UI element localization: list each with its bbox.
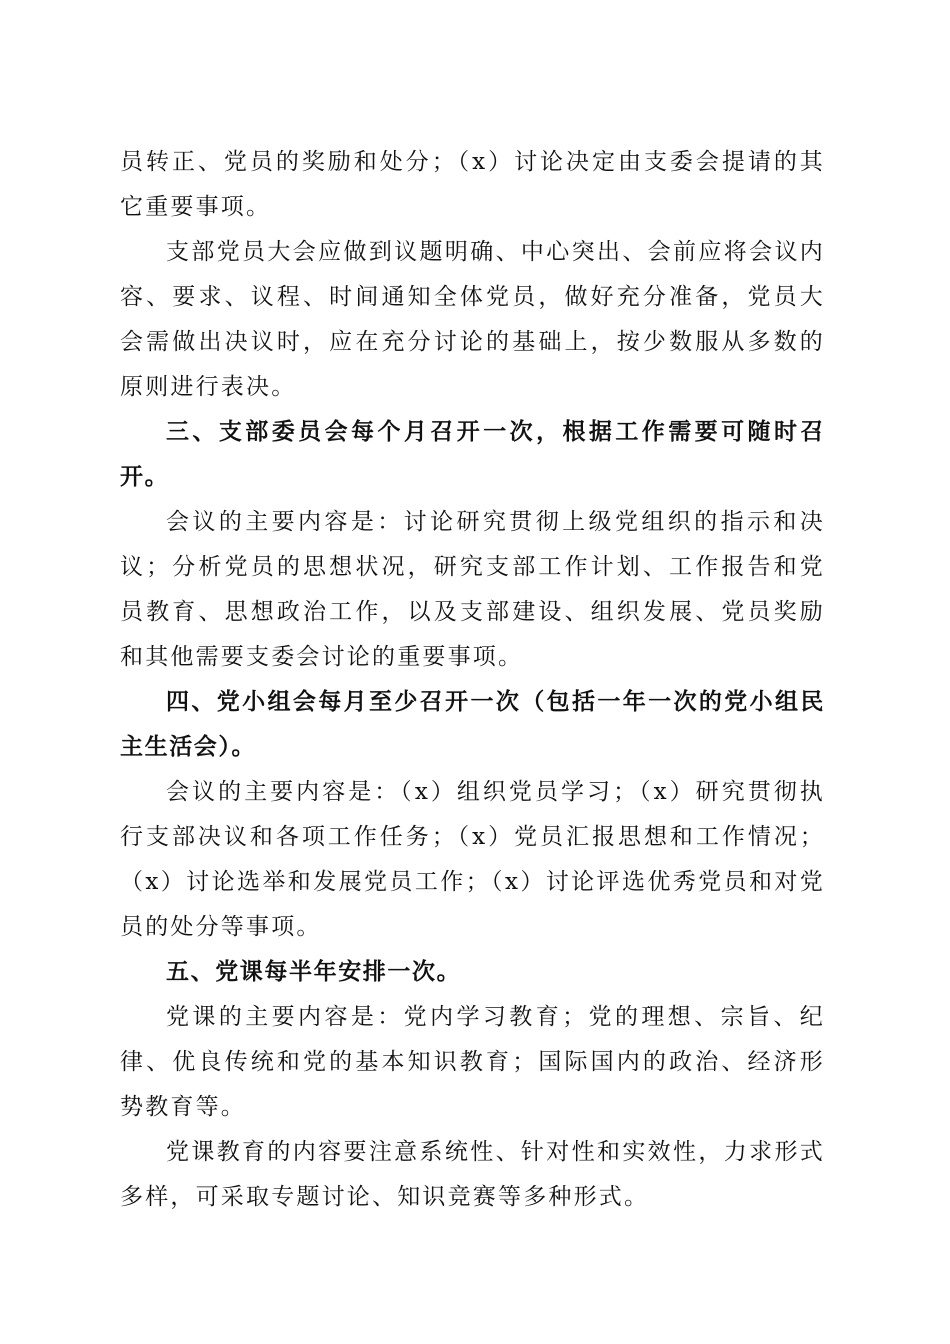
section-heading-4: 四、党小组会每月至少召开一次（包括一年一次的党小组民主生活会）。	[120, 689, 825, 760]
section-heading-3: 三、支部委员会每个月召开一次，根据工作需要可随时召开。	[120, 419, 825, 490]
paragraph-party-member-meeting: 支部党员大会应做到议题明确、中心突出、会前应将会议内容、要求、议程、时间通知全体党员，做好充分准备，党员大会需做出决议时，应在充分讨论的基础上，按少数服从多数的原则进行表决。	[120, 239, 825, 400]
paragraph-party-class-requirements: 党课教育的内容要注意系统性、针对性和实效性，力求形式多样，可采取专题讨论、知识竞赛等多种形式。	[120, 1139, 825, 1210]
paragraph-party-group-content: 会议的主要内容是：（x）组织党员学习；（x）研究贯彻执行支部决议和各项工作任务；（x）党员汇报思想和工作情况；（x）讨论选举和发展党员工作；（x）讨论评选优秀党员和对党员的处分等事项。	[120, 779, 825, 940]
paragraph-party-class-content: 党课的主要内容是：党内学习教育；党的理想、宗旨、纪律、优良传统和党的基本知识教育；国际国内的政治、经济形势教育等。	[120, 1004, 825, 1120]
document-body	[120, 140, 825, 1220]
section-heading-5: 五、党课每半年安排一次。	[166, 959, 462, 985]
paragraph-continuation: 员转正、党员的奖励和处分；（x）讨论决定由支委会提请的其它重要事项。	[120, 149, 825, 220]
paragraph-branch-committee-content: 会议的主要内容是：讨论研究贯彻上级党组织的指示和决议；分析党员的思想状况，研究支部工作计划、工作报告和党员教育、思想政治工作，以及支部建设、组织发展、党员奖励和其他需要支委会讨论的重要事项。	[120, 509, 825, 670]
